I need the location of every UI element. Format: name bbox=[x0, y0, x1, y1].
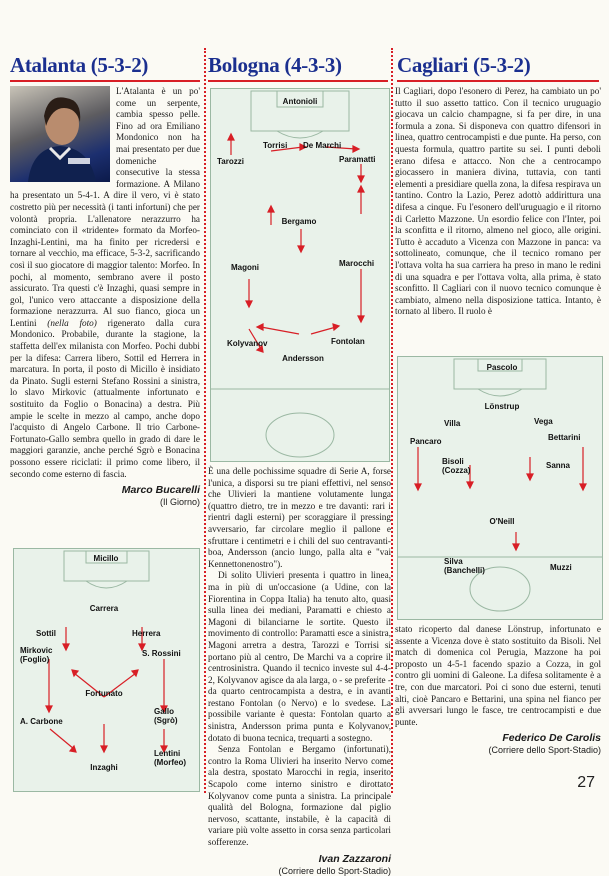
cagliari-author: Federico De Carolis bbox=[502, 732, 601, 745]
atalanta-article bbox=[10, 86, 200, 507]
atalanta-formation-diagram bbox=[13, 548, 200, 792]
cagliari-player-mid-left: Sanna bbox=[546, 461, 571, 470]
bologna-player-mid-right: Magoni bbox=[231, 263, 259, 272]
atalanta-source: (Il Giorno) bbox=[159, 497, 200, 508]
cagliari-player-left-wing: Bettarini bbox=[548, 433, 581, 442]
cagliari-player-libero: Lönstrup bbox=[484, 402, 520, 411]
bologna-title: Bologna (4-3-3) bbox=[208, 53, 342, 77]
atalanta-player-striker-left: Lentini (Morfeo) bbox=[154, 749, 186, 767]
atalanta-player-left-wing: S. Rossini bbox=[142, 649, 181, 658]
atalanta-player-center-mid: Fortunato bbox=[85, 689, 123, 698]
cagliari-title: Cagliari (5-3-2) bbox=[397, 53, 531, 77]
bologna-author: Ivan Zazzaroni bbox=[318, 852, 391, 865]
cagliari-player-mid-right: Bisoli (Cozza) bbox=[442, 457, 471, 475]
cagliari-article bbox=[395, 86, 601, 318]
atalanta-player-mid-right: A. Carbone bbox=[20, 717, 63, 726]
atalanta-player-goalkeeper: Micillo bbox=[93, 554, 119, 563]
bologna-heading bbox=[208, 50, 388, 82]
bologna-player-center-back-2: De Marchi bbox=[303, 141, 342, 150]
cagliari-article-cont bbox=[395, 624, 601, 755]
bologna-player-striker: Andersson bbox=[282, 354, 324, 363]
bologna-player-forward-left: Fontolan bbox=[331, 337, 365, 346]
cagliari-text-2: stato ricoperto dal danese Lönstrup, infortunato e assente a Vicenza dove è stato sostituito da Bisoli. Nel match di domenica col Perugia, Mazzone ha poi proposto un 4-5-1 facendo spazio a Cozza, in gol contro gli uomini di Galeone. La difesa solitamente è a tre, con due marcatori. Poi ci sono due esterni, tenuti alti, cioè Pancaro e Bettarini, una spina nel fianco per gli avversari lungo le fasce, tre centrocampisti e due punte. bbox=[395, 624, 601, 727]
atalanta-player-mid-left: Gallo (Sgrò) bbox=[154, 707, 178, 725]
cagliari-player-marker-right: Villa bbox=[444, 419, 461, 428]
bologna-player-left-back: Paramatti bbox=[339, 155, 376, 164]
atalanta-player-libero: Carrera bbox=[89, 604, 119, 613]
atalanta-player-marker-left: Sottil bbox=[36, 629, 56, 638]
bologna-source: (Corriere dello Sport-Stadio) bbox=[278, 865, 391, 876]
bologna-player-mid-left: Marocchi bbox=[339, 259, 375, 268]
bologna-formation-diagram bbox=[210, 88, 390, 462]
cagliari-player-striker-right: Silva (Banchelli) bbox=[444, 557, 485, 575]
atalanta-player-right-wing: Mirkovic (Foglio) bbox=[20, 646, 53, 664]
page-number: 27 bbox=[577, 774, 595, 791]
cagliari-player-midfielder: O'Neill bbox=[489, 517, 515, 526]
atalanta-heading bbox=[10, 50, 200, 82]
atalanta-text-2: rigenerato dalla cura Mondonico. Probabile, durante la stagione, la staffetta dell'ex milanista con Morfeo. Pochi dubbi per la difesa: Carrera libero, Sottil ed Herrera in marcatura. In porta, il posto di Micillo è insidiato da Pinato. Sugli esterni Stefano Rossini a sinistra, lo slavo Mirkovic (attualmente infortunato e sostituito da Foglio o Bonacina) a destra. Più ampie le scelte in mezzo al campo, anche dopo l'acquisto di Angelo Carbone. Il trio Carbone-Fortunato-Gallo sembra quello in grado di dare le maggiori garanzie, anche perché Sgrò e Bonacina possono essere riciclati: il primo come libero, il secondo come esterno di fascia. bbox=[10, 317, 200, 479]
bologna-article bbox=[208, 466, 391, 876]
cagliari-player-goalkeeper: Pascolo bbox=[486, 363, 518, 372]
bologna-text-2: Di solito Ulivieri presenta i quattro in linea, ma in più di un'occasione (a Udine, con la Fiorentina in Coppa Italia) ha tenuto alto, quasi sulla linea dei mediani, Paramatti e chiesto a Magoni di bilanciarne le sortite. Questo il movimento di controllo: Paramatti esce a sinistra, Magoni arretra a destra, Tarozzi e Torrisi si portano più al centro, De Marchi va a coprire il centrosinistra. Quando il tecnico investe sul 4-4-2, Kolyvanov agisce da ala larga, o - se preferite - da quarto centrocampista a destra, e in avanti restano Fontolan (o Nervo) e lo svedese. La possibile variante è questa: Fontolan quarto a sinistra, Andersson prima punta e Kolyvanov, dotato di buona tecnica, trequarti a sostegno. bbox=[208, 570, 391, 743]
atalanta-author: Marco Bucarelli bbox=[121, 484, 200, 497]
cagliari-text: Il Cagliari, dopo l'esonero di Perez, ha cambiato un po' tutto il suo assetto tattico. Con il tecnico uruguagio giocava un calcio champagne, si fa per dire, in una formula a zona. Si disponeva con quattro difensori in linea, quattro centrocampisti e due punte. Ha perso, con questa formula, quattro partite su sei. I punti deboli erano difesa e attacco. Non che a centrocampo giocassero in maniera divina, tuttavia, con tanti elementi a presidiare quella zona, la difesa respirava un tantino. Contro la Lazio, Perez adottò addirittura una difesa a cinque. Fu l'esonero dell'uruguagio e il ritorno di Carletto Mazzone. Un esordio felice con l'Inter, poi la sconfitta e il ritorno, almeno nel gioco, alle origini. Tutto è accaduto a Vicenza con Mazzone in panca: va sottolineato, comunque, che il tecnico romano per l'ottava volta ha sua carriera ha preso in mano le redini di una squadra e per l'ottava volta, alla prima, è stato sconfitto. Il Cagliari con il nuovo tecnico comunque è cambiato, almeno nella disposizione tattica. Intanto, è tornato al libero. Il ruolo è bbox=[395, 86, 601, 317]
atalanta-text: L'Atalanta è un po' come un serpente, cambia spesso pelle. Fino ad ora Emiliano Mondonico non ha mai presentato per due domeniche consecutive la stessa formazione. A Milano ha presentato un 5-4-1. A dire il vero, vi è stato costretto più per necessità (i tanti infortuni) che per volontà propria. L'allenatore nerazzurro ha cominciato con il «tridente» formato da Morfeo-Inzaghi-Lentini, ma ha finito per ricredersi e tornare al vecchio, ma efficace, 5-3-2, sacrificando così il suo giocatore di maggior talento: Morfeo. In pochi, al momento, sembrano avere il posto assicurato. Tra questi c'è Inzaghi, quasi sempre in gol, l'unico vero attaccante a disposizione della formazione nerazzurra. Al suo fianco, gioca un Lentini bbox=[10, 86, 200, 328]
cagliari-player-striker-left: Muzzi bbox=[550, 563, 572, 572]
bologna-player-right-back: Tarozzi bbox=[217, 157, 244, 166]
column-divider bbox=[204, 48, 206, 793]
cagliari-formation-diagram bbox=[397, 356, 603, 620]
cagliari-player-marker-left: Vega bbox=[534, 417, 553, 426]
bologna-player-forward-right: Kolyvanov bbox=[227, 339, 268, 348]
lentini-photo bbox=[10, 86, 110, 182]
bologna-text: È una delle pochissime squadre di Serie A, forse l'unica, a disporsi su tre piani effettivi, nel senso che Ulivieri la mantiene volutamente lunga (quattro dietro, tre in mezzo e tre davanti: rari i rientri dagli esterni) per scoraggiare il pressing avversario, far circolare meglio il pallone e sfruttare i centimetri e i chili del suo centravanti-boa, Andersson (ancio lungo, palla alta e "vai Kennettonenostro"). bbox=[208, 466, 391, 569]
column-divider bbox=[391, 48, 393, 793]
cagliari-heading bbox=[397, 50, 599, 82]
cagliari-source: (Corriere dello Sport-Stadio) bbox=[488, 745, 601, 756]
atalanta-title: Atalanta (5-3-2) bbox=[10, 53, 149, 77]
cagliari-player-right-wing: Pancaro bbox=[410, 437, 442, 446]
bologna-player-midfielder: Bergamo bbox=[281, 217, 317, 226]
bologna-player-goalkeeper: Antonioli bbox=[282, 97, 318, 106]
atalanta-player-marker-right: Herrera bbox=[132, 629, 161, 638]
atalanta-player-striker: Inzaghi bbox=[90, 763, 118, 772]
bologna-player-center-back-1: Torrisi bbox=[263, 141, 288, 150]
atalanta-photo-note: (nella foto) bbox=[47, 317, 97, 328]
bologna-text-3: Senza Fontolan e Bergamo (infortunati), contro la Roma Ulivieri ha inserito Nervo come ala destra, spostato Marocchi in regia, inserito Scapolo come interno sinistro e dirottato Kolyvanov come punta a sinistra. La principale qualità del Bologna, formazione dal piglio nervoso, scattante, instabile, è la capacità di variare più volte assetto in corsa senza particolari sofferenze. bbox=[208, 744, 391, 847]
